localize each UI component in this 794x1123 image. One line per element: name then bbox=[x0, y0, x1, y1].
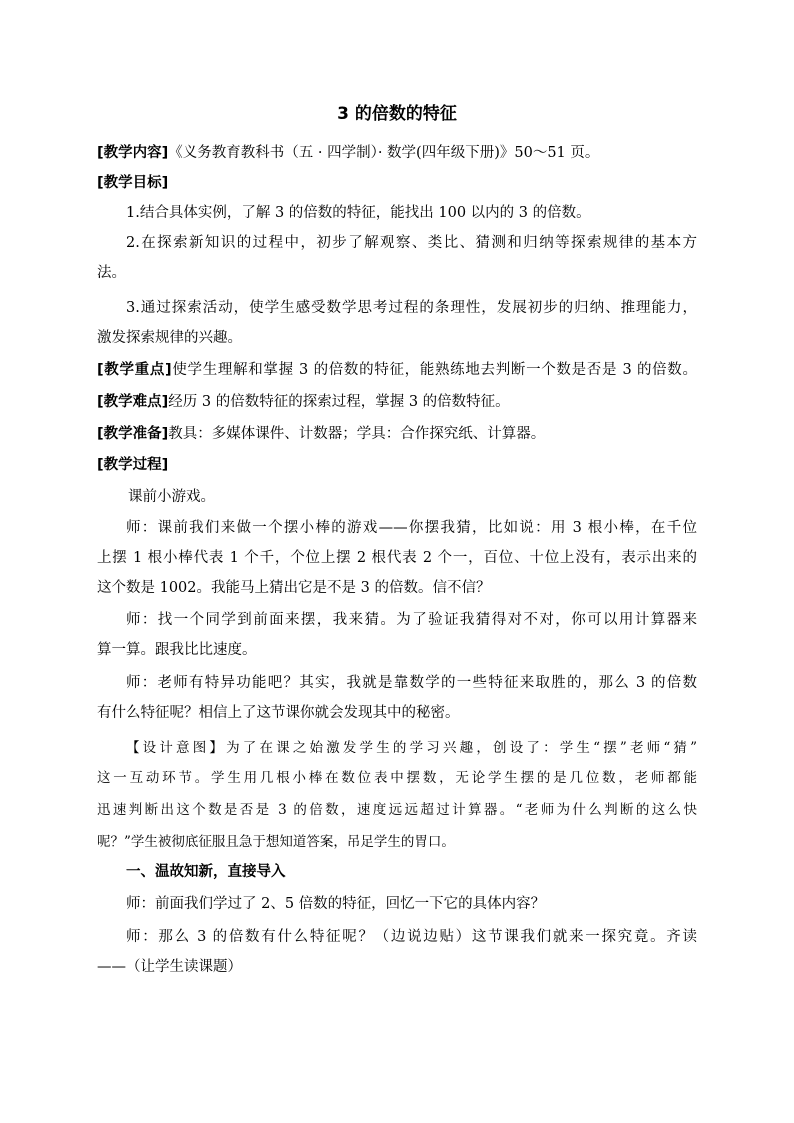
teaching-process-label: [教学过程] bbox=[97, 457, 169, 473]
objective-1: 1.结合具体实例，了解 3 的倍数的特征，能找出 100 以内的 3 的倍数。 bbox=[126, 205, 591, 221]
teaching-objectives-label: [教学目标] bbox=[97, 175, 169, 191]
paragraph-1-line-c: 这个数是 1002。我能马上猜出它是不是 3 的倍数。信不信？ bbox=[97, 580, 491, 596]
teaching-prep-line bbox=[97, 423, 545, 445]
teaching-key-line bbox=[97, 359, 697, 381]
paragraph-5-line-b: ——（让学生读课题） bbox=[97, 959, 242, 975]
process-intro: 课前小游戏。 bbox=[128, 489, 215, 505]
teaching-content-line bbox=[97, 142, 599, 164]
teaching-key-text: 使学生理解和掌握 3 的倍数的特征，能熟练地去判断一个数是否是 3 的倍数。 bbox=[171, 362, 697, 378]
design-note-line-b: 这一互动环节。学生用几根小棒在数位表中摆数，无论学生摆的是几位数，老师都能 bbox=[97, 770, 697, 786]
paragraph-2-line-a: 师：找一个同学到前面来摆，我来猜。为了验证我猜得对不对，你可以用计算器来 bbox=[126, 612, 697, 628]
paragraph-2-line-b: 算一算。跟我比比速度。 bbox=[97, 642, 257, 658]
teaching-prep-label: [教学准备] bbox=[97, 426, 169, 442]
teaching-key-label: [教学重点] bbox=[97, 362, 172, 378]
page-title: 3 的倍数的特征 bbox=[337, 104, 457, 124]
section-heading-1: 一、温故知新，直接导入 bbox=[126, 864, 286, 880]
teaching-content-text: 《义务教育教科书（五 · 四学制）· 数学(四年级下册)》50～51 页。 bbox=[168, 145, 600, 161]
paragraph-5-line-a: 师：那么 3 的倍数有什么特征呢？（边说边贴）这节课我们就来一探究竟。齐读 bbox=[126, 929, 697, 945]
teaching-prep-text: 教具：多媒体课件、计数器；学具：合作探究纸、计算器。 bbox=[168, 426, 546, 442]
paragraph-3-line-b: 有什么特征呢？相信上了这节课你就会发现其中的秘密。 bbox=[97, 705, 460, 721]
design-note-line-a: 【设计意图】为了在课之始激发学生的学习兴趣，创设了：学生“摆”老师“猜” bbox=[126, 740, 697, 756]
design-note-line-c: 迅速判断出这个数是否是 3 的倍数，速度远远超过计算器。“老师为什么判断的这么快 bbox=[97, 802, 697, 818]
teaching-difficulty-label: [教学难点] bbox=[97, 394, 169, 410]
objective-2-line-a: 2.在探索新知识的过程中，初步了解观察、类比、猜测和归纳等探索规律的基本方 bbox=[126, 235, 697, 251]
paragraph-1-line-b: 上摆 1 根小棒代表 1 个千，个位上摆 2 根代表 2 个一，百位、十位上没有，表示出来的 bbox=[97, 550, 697, 566]
objective-2-line-b: 法。 bbox=[97, 265, 126, 281]
paragraph-4: 师：前面我们学过了 2、5 倍数的特征，回忆一下它的具体内容？ bbox=[126, 896, 546, 912]
objective-3-line-a: 3.通过探索活动，使学生感受数学思考过程的条理性，发展初步的归纳、推理能力， bbox=[126, 300, 697, 316]
objective-3-line-b: 激发探索规律的兴趣。 bbox=[97, 330, 242, 346]
teaching-content-label: [教学内容] bbox=[97, 145, 169, 161]
paragraph-3-line-a: 师：老师有特异功能吧？其实，我就是靠数学的一些特征来取胜的，那么 3 的倍数 bbox=[126, 675, 697, 691]
paragraph-1-line-a: 师：课前我们来做一个摆小棒的游戏——你摆我猜，比如说：用 3 根小棒，在千位 bbox=[126, 520, 697, 536]
teaching-difficulty-line bbox=[97, 391, 510, 413]
teaching-difficulty-text: 经历 3 的倍数特征的探索过程，掌握 3 的倍数特征。 bbox=[168, 394, 510, 410]
design-note-line-d: 呢？”学生被彻底征服且急于想知道答案，吊足学生的胃口。 bbox=[97, 834, 455, 850]
